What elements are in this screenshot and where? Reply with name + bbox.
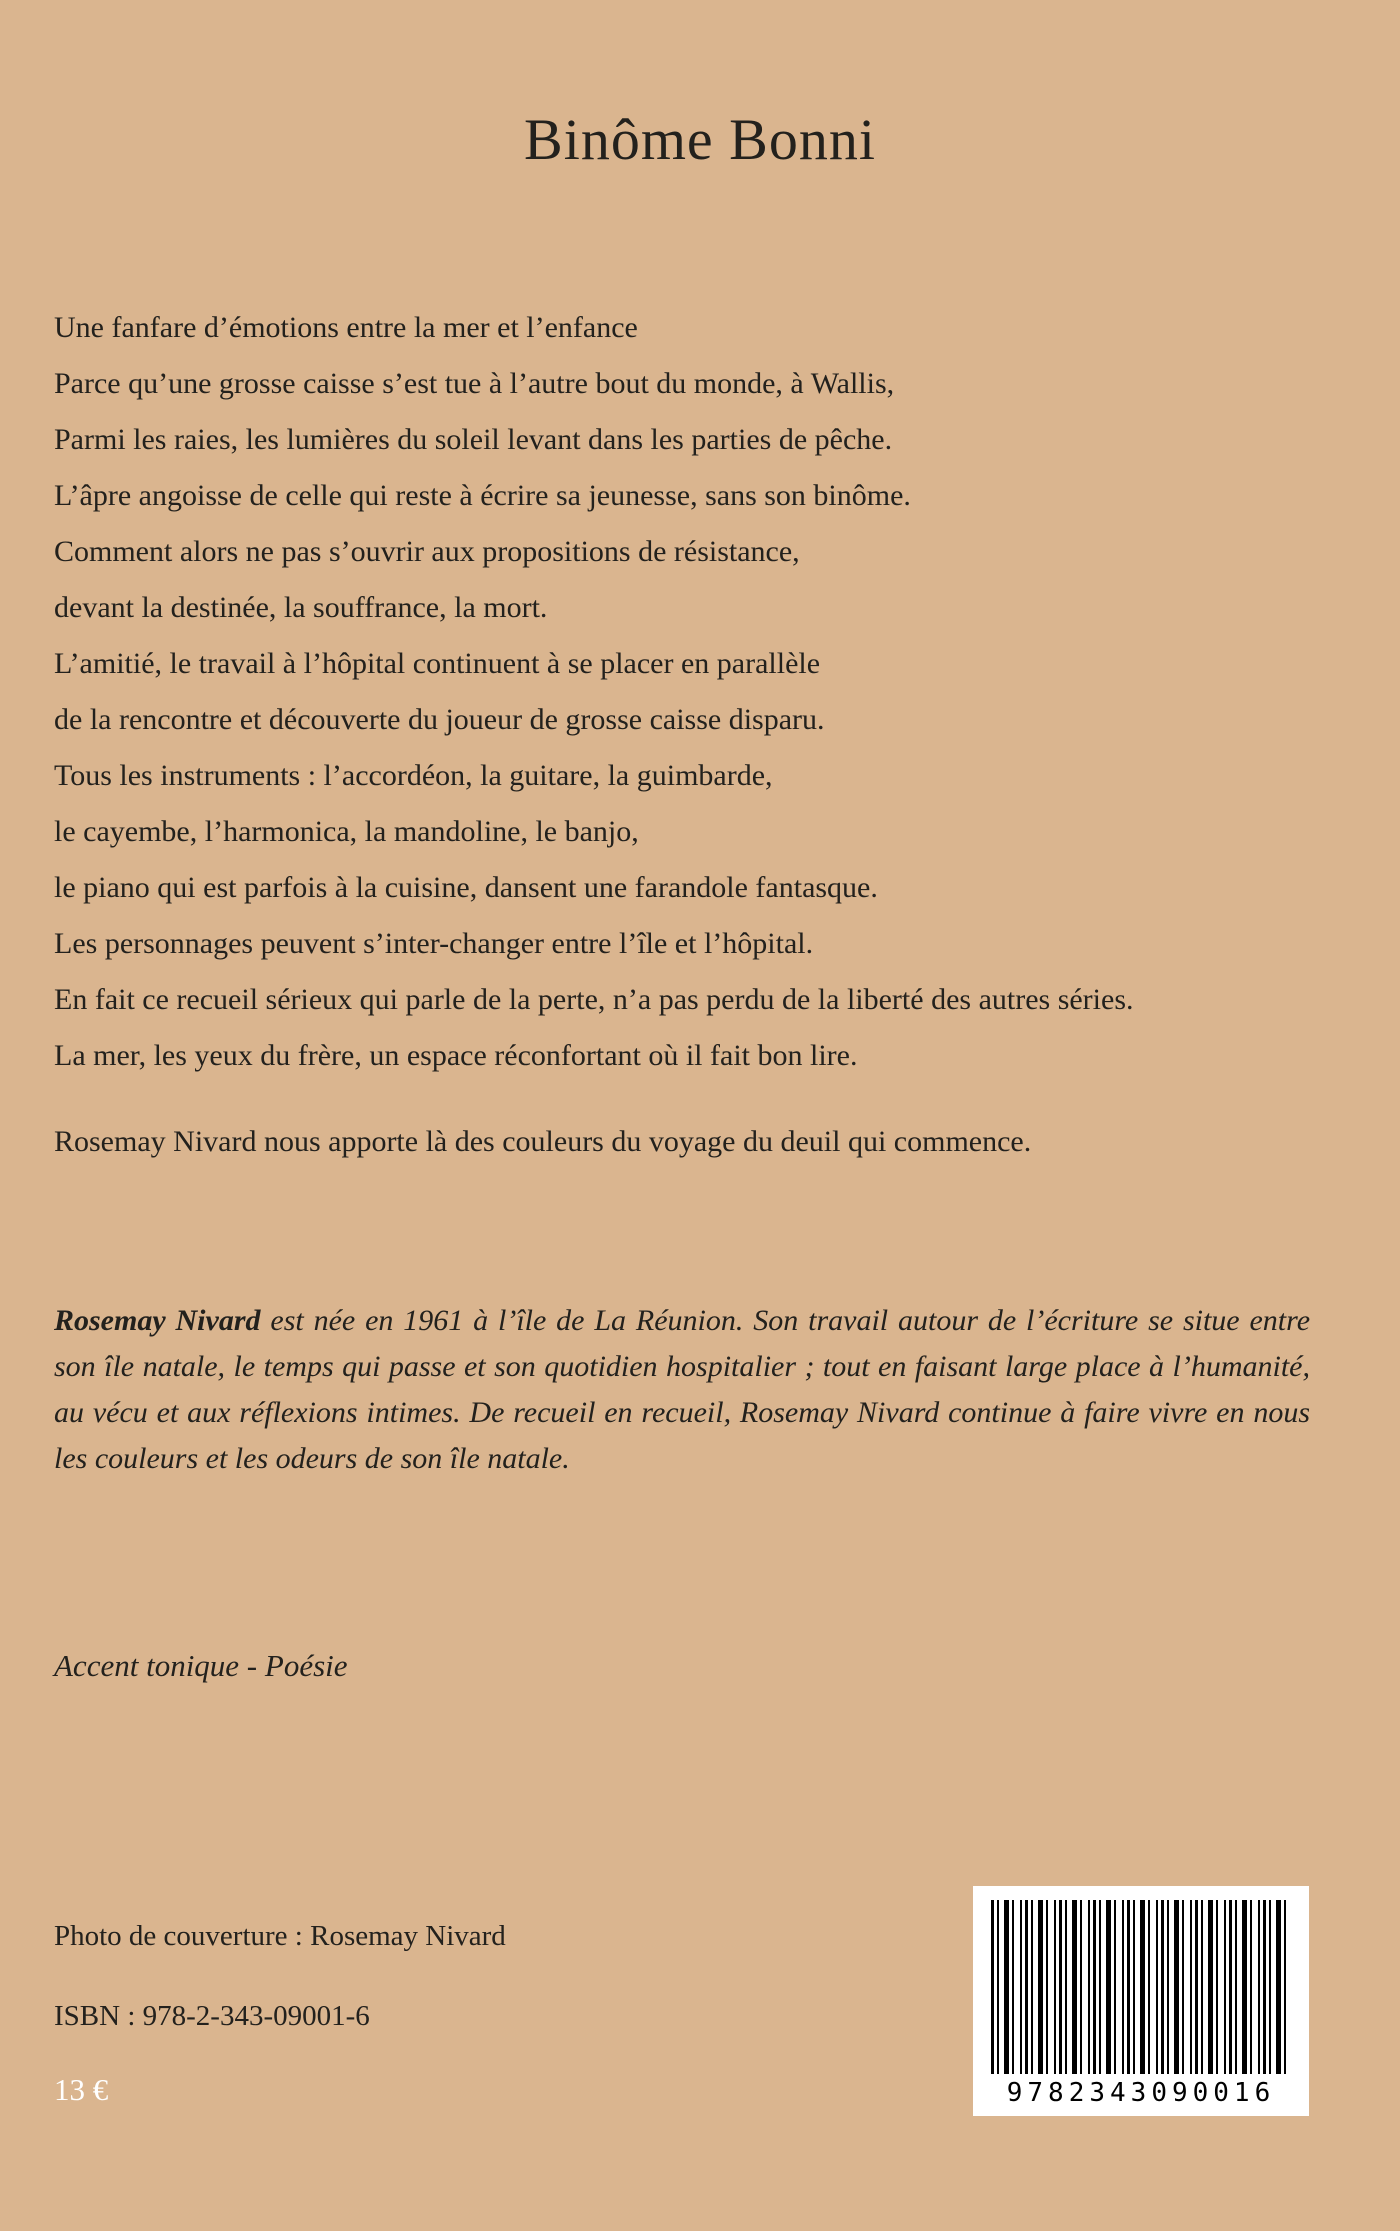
synopsis-line: L’amitié, le travail à l’hôpital continuent à se placer en parallèle — [54, 647, 821, 680]
synopsis-closing-line: Rosemay Nivard nous apporte là des couleurs du voyage du deuil qui commence. — [54, 1125, 1032, 1158]
author-bio-text: est née en 1961 à l’île de La Réunion. Son travail autour de l’écriture se situe entre son île natale, le temps qui passe et son quotidien hospitalier ; tout en faisant large place à l’humanité, au vécu et aux réflexions intimes. De recueil en recueil, Rosemay Nivard continue à faire vivre en nous les couleurs et les odeurs de son île natale. — [54, 1304, 1311, 1475]
synopsis-line: Une fanfare d’émotions entre la mer et l’enfance — [54, 311, 638, 344]
synopsis-line: de la rencontre et découverte du joueur de grosse caisse disparu. — [54, 703, 825, 736]
synopsis-line: le cayembe, l’harmonica, la mandoline, le banjo, — [54, 815, 639, 848]
synopsis-line: Tous les instruments : l’accordéon, la guitare, la guimbarde, — [54, 759, 773, 792]
synopsis-line: devant la destinée, la souffrance, la mort. — [54, 591, 548, 624]
synopsis-block — [54, 300, 1360, 1170]
synopsis-line: En fait ce recueil sérieux qui parle de la perte, n’a pas perdu de la liberté des autres séries. — [54, 983, 1134, 1016]
synopsis-line: Les personnages peuvent s’inter-changer entre l’île et l’hôpital. — [54, 927, 814, 960]
isbn-line: ISBN : 978-2-343-09001-6 — [54, 2000, 370, 2032]
price-label: 13 € — [54, 2072, 109, 2107]
barcode — [973, 1886, 1309, 2116]
synopsis-line: Parmi les raies, les lumières du soleil levant dans les parties de pêche. — [54, 423, 893, 456]
book-title: Binôme Bonni — [524, 107, 876, 172]
synopsis-line: La mer, les yeux du frère, un espace réconfortant où il fait bon lire. — [54, 1039, 858, 1072]
synopsis-line: le piano qui est parfois à la cuisine, dansent une farandole fantasque. — [54, 871, 878, 904]
synopsis-line: L’âpre angoisse de celle qui reste à écrire sa jeunesse, sans son binôme. — [54, 479, 911, 512]
barcode-bars-icon — [991, 1900, 1291, 2074]
author-name: Rosemay Nivard — [54, 1304, 261, 1337]
synopsis-line: Parce qu’une grosse caisse s’est tue à l’autre bout du monde, à Wallis, — [54, 367, 895, 400]
photo-credit: Photo de couverture : Rosemay Nivard — [54, 1920, 506, 1952]
synopsis-line: Comment alors ne pas s’ouvrir aux propositions de résistance, — [54, 535, 800, 568]
collection-label: Accent tonique - Poésie — [54, 1648, 348, 1683]
barcode-number: 9782343090016 — [1006, 2078, 1276, 2108]
author-bio — [54, 1298, 1310, 1482]
